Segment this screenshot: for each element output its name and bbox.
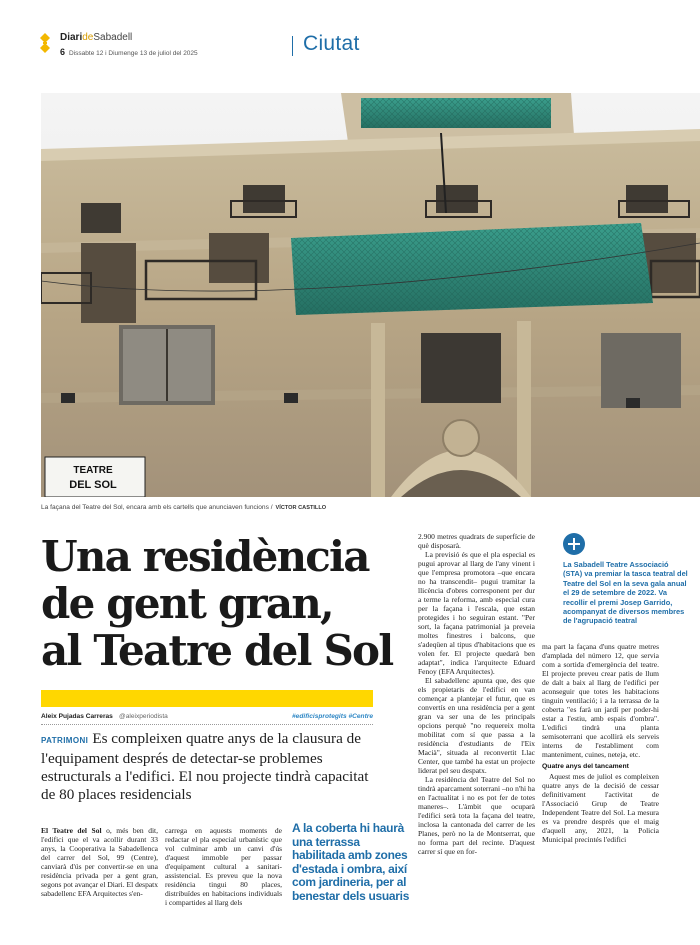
page-number: 6 [60, 47, 66, 57]
lead-paragraph [41, 730, 373, 804]
section-divider [292, 36, 293, 56]
masthead [60, 32, 132, 43]
body-column-2 [165, 826, 282, 907]
brand-diari: Diari [60, 32, 83, 43]
body-bold-lead: El Teatre del Sol [41, 826, 102, 835]
body-paragraph: Aquest mes de juliol es compleixen quatre anys de la decisió de cessar definitivament l'activitat de l'Associació Grup de Teatre Independent Teatre del Sol. La mesura es va prendre després que el maig d'aquell any, 2021, la Policia Municipal precintés l'edifici [542, 772, 659, 844]
photo-credit: VÍCTOR CASTILLO [275, 505, 327, 511]
body-column-1 [41, 826, 158, 898]
issue-date: Dissabte 12 i Diumenge 13 de juliol del 2025 [69, 50, 198, 57]
body-text: o, més ben dit, l'edifici que el va acollir durant 33 anys, la Cooperativa la Sabadellenca del carrer del Sol, 99 (Centre), canviarà d'ús per convertir-se en una residència privada per a gent gran, segons pot avançar el Diari. El despatx sabadellenc EFA Arquitectes s'en- [41, 826, 158, 898]
body-paragraph: La residència del Teatre del Sol no tindrà aparcament soterrani –no n'hi ha en l'actualitat i no es pot fer de totes maneres–. L'àmbit que ocuparà l'edifici serà tota la façana del teatre, inclosa la cantonada del carrer de les Planes, però no la de Montserrat, que no forma part del recinte. D'aquest carrer sí que en for- [418, 775, 535, 856]
body-paragraph: ma part la façana d'uns quatre metres d'amplada del número 12, que servia com a sortida d'emergència del teatre. El projecte preveu crear patis de llum de dalt a baix al llarg de l'edifici per aconseguir que totes les habitacions tinguin ventilació; i a la terrassa de la coberta "es farà un jardí per poder-hi estar a l'estiu, amb espais d'ombra". L'edifici tindrà una planta semisoterrani que acollirà els serveis interns de l'establiment com manteniment, cuines, neteja, etc. [542, 642, 659, 759]
author-name: Aleix Pujadas Carreras [41, 713, 113, 720]
theatre-sign-line2: DEL SOL [69, 479, 117, 491]
byline-bar [41, 711, 373, 725]
author-handle[interactable]: @aleixperiodista [119, 713, 168, 720]
lead-text: Es compleixen quatre anys de la clausura de l'equipament després de detectar-se problemes estructurals a l'edifici. El nou projecte tindrà capacitat de 80 places residencials [41, 730, 369, 803]
brand-sabadell: Sabadell [93, 32, 133, 43]
body-paragraph: La previsió és que el pla especial es pugui aprovar al llarg de l'any vinent i que l'empresa promotora –que encara no ha transcendit– pugui tramitar la llicència d'obres corresponent per dur a terme la reforma, amb especial cura per la façana i l'escala, que estan protegides i ho seguiran estant. "Per sort, la façana patrimonial ja preveia moltes finestres i balcons, que s'adeqüen al tipus d'habitacions que es volen fer. El projecte quedarà ben adaptat", indica l'arquitecte Eduard Fenoy (EFA Arquitectes). [418, 550, 535, 676]
plus-icon [563, 533, 585, 555]
body-column-4 [542, 642, 659, 844]
section-title: Ciutat [303, 32, 360, 55]
building-photo [41, 93, 700, 497]
body-paragraph: El sabadellenc apunta que, des que els propietaris de l'edifici en van començar a plantejar el futur, que es convertís en una residència per a gent gran va ser una de les principals opcions perquè "no requereix molta mobilitat com sí que passa a la residència d'estudiants de l'Eix Macià", situada al reconvertit Llac Center, que també ha estat un projecte liderat pel seu despatx. [418, 676, 535, 775]
photo-caption [41, 504, 326, 511]
article-tags[interactable]: #edificisprotegits #Centre [292, 713, 373, 720]
brand-de: de [82, 32, 94, 43]
pull-quote: A la coberta hi haurà una terrassa habilitada amb zones d'estada i ombra, així com jardineria, per al benestar dels usuaris [292, 821, 410, 903]
caption-text: La façana del Teatre del Sol, encara amb els cartells que anunciaven funcions / [41, 504, 273, 511]
body-paragraph: 2.900 metres quadrats de superfície de què disposarà. [418, 532, 535, 550]
page-info [60, 47, 198, 57]
highlight-bar [41, 690, 373, 707]
body-column-3 [418, 532, 535, 856]
theatre-sign-line1: TEATRE [73, 465, 113, 476]
headline-line-2: de gent gran, [41, 579, 333, 628]
body-paragraph: carrega en aquests moments de redactar el pla especial urbanístic que vol culminar amb un canvi d'ús d'aquest immoble per passar d'equipament cultural a sanitari-assistencial. Es preveu que la nova residència tingui 80 places, distribuïdes en habitacions individuals i compartides al llarg dels [165, 826, 282, 907]
headline-line-3: al Teatre del Sol [41, 626, 393, 675]
lead-kicker: PATRIMONI [41, 736, 89, 745]
body-paragraph [41, 826, 158, 898]
headline-line-1: Una residència [41, 532, 369, 581]
sidebar-note: La Sabadell Teatre Associació (STA) va premiar la tasca teatral del Teatre del Sol en la seva gala anual el 29 de setembre de 2022. Va recollir el premi Josep Garrido, acompanyat de diversos membres de l'agrupació teatral [563, 560, 688, 626]
headline [41, 533, 401, 674]
body-subhead: Quatre anys del tancament [542, 763, 629, 770]
newspaper-logo-icon [38, 33, 52, 55]
